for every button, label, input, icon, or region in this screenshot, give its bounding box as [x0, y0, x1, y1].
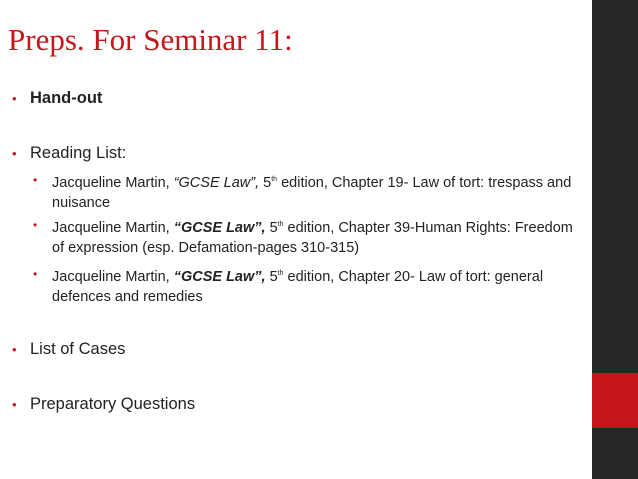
reading-item-text: [52, 170, 578, 213]
reading-item: [33, 264, 578, 307]
bullet-handout: [12, 88, 102, 109]
reading-item-edition-suffix: th: [277, 270, 284, 277]
bullet-list-of-cases-label: List of Cases: [30, 340, 126, 358]
reading-item-book: “GCSE Law”,: [173, 268, 266, 285]
reading-item-book: “GCSE Law”,: [173, 174, 260, 191]
reading-item: [33, 170, 578, 213]
slide-title: Preps. For Seminar 11:: [8, 22, 293, 57]
bullet-list-of-cases: [12, 339, 125, 360]
reading-item-edition-suffix: th: [271, 176, 278, 183]
reading-item-details: edition, Chapter 19- Law of tort: trespass and nuisance: [52, 174, 572, 211]
sub-bullet-icon: •: [33, 173, 38, 187]
reading-item-edition: 5: [265, 268, 278, 285]
reading-item-text: [52, 215, 578, 258]
reading-item-details: edition, Chapter 20- Law of tort: general defences and remedies: [52, 268, 544, 305]
bullet-preparatory-questions: [12, 394, 195, 415]
bullet-icon: •: [12, 146, 17, 161]
bullet-icon: •: [12, 342, 17, 357]
bullet-handout-label: Hand-out: [30, 89, 103, 107]
reading-item-author: Jacqueline Martin,: [52, 219, 174, 236]
bullet-icon: •: [12, 91, 17, 106]
sub-bullet-icon: •: [33, 267, 38, 281]
bullet-reading-list: [12, 143, 126, 164]
reading-item-edition: 5: [265, 219, 278, 236]
bullet-preparatory-questions-label: Preparatory Questions: [30, 395, 196, 413]
sub-bullet-icon: •: [33, 218, 38, 232]
reading-item-author: Jacqueline Martin,: [52, 268, 174, 285]
bullet-icon: •: [12, 397, 17, 412]
reading-item: [33, 215, 578, 258]
bullet-reading-list-label: Reading List:: [30, 144, 127, 162]
sidebar-accent-block: [592, 373, 638, 428]
reading-item-edition: 5: [259, 174, 272, 191]
reading-item-details: edition, Chapter 39-Human Rights: Freedom of expression (esp. Defamation-pages 310-315): [52, 219, 573, 256]
reading-item-edition-suffix: th: [277, 221, 284, 228]
reading-item-book: “GCSE Law”,: [173, 219, 266, 236]
reading-item-author: Jacqueline Martin,: [52, 174, 174, 191]
reading-item-text: [52, 264, 578, 307]
